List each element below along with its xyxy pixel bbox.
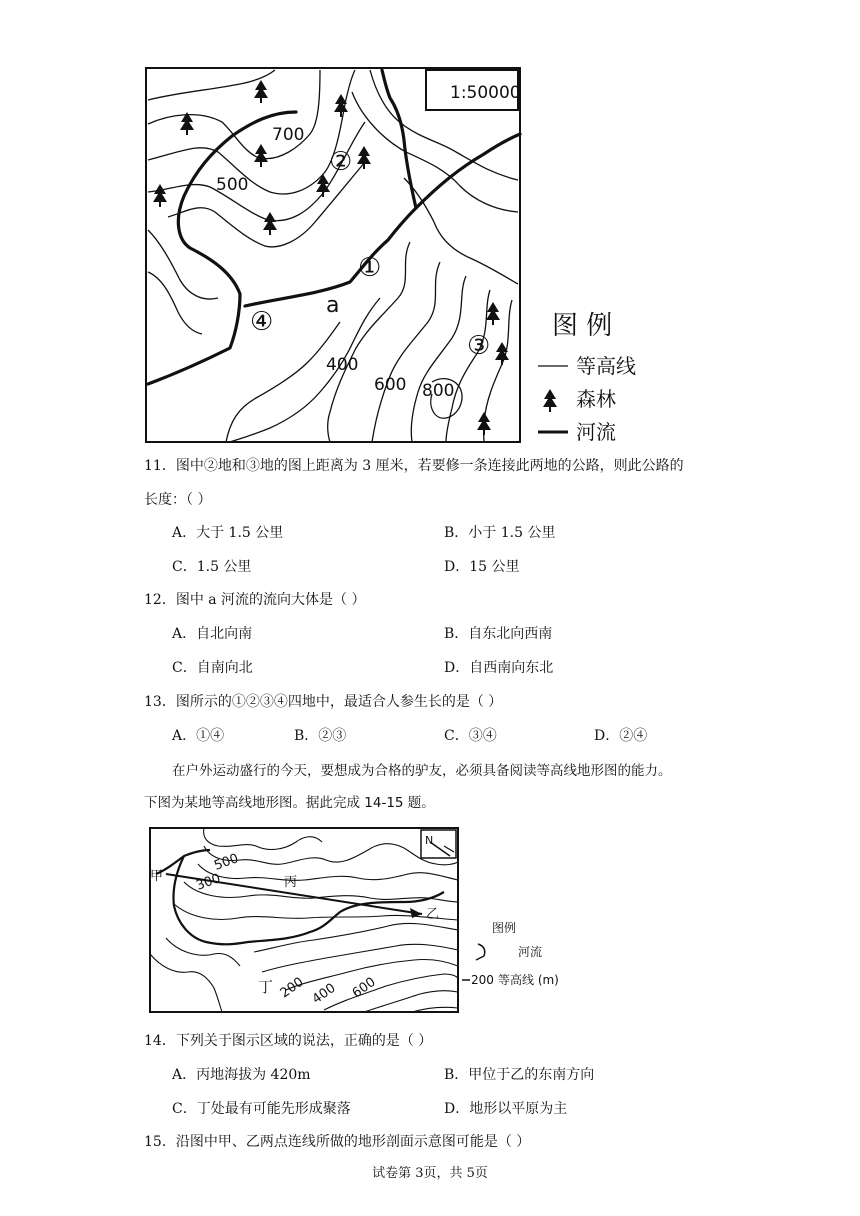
q12-option-c: C．自南向北 bbox=[172, 660, 253, 676]
river-lines bbox=[148, 70, 520, 384]
legend-title: 图 例 bbox=[552, 311, 613, 341]
legend2-title: 图例 bbox=[492, 921, 517, 935]
map1-legend bbox=[538, 311, 636, 444]
contour-label-200: 200 bbox=[277, 974, 307, 1002]
tree-icon bbox=[486, 302, 500, 325]
topographic-map-1 bbox=[140, 62, 650, 448]
q12-option-b: B．自东北向西南 bbox=[444, 626, 553, 642]
contour-label-500: 500 bbox=[212, 851, 241, 874]
river-label-a: a bbox=[326, 293, 340, 318]
q13-option-d: D．②④ bbox=[594, 728, 648, 744]
intro-line1: 在户外运动盛行的今天，要想成为合格的驴友，必须具备阅读等高线地形图的能力。 bbox=[172, 763, 672, 779]
legend2-river-label: 河流 bbox=[518, 945, 543, 959]
tree-icon bbox=[263, 212, 277, 235]
q15-stem: 15．沿图中甲、乙两点连线所做的地形剖面示意图可能是（ ） bbox=[144, 1134, 531, 1150]
point-label-3: ③ bbox=[467, 331, 491, 361]
legend-contour-label: 等高线 bbox=[576, 354, 636, 378]
contour-label-600: 600 bbox=[349, 974, 379, 1002]
q11-stem-line1: 11．图中②地和③地的图上距离为 3 厘米，若要修一条连接此两地的公路，则此公路的 bbox=[144, 458, 684, 474]
contour-label-700: 700 bbox=[272, 125, 305, 145]
q11-option-a: A．大于 1.5 公里 bbox=[172, 525, 284, 541]
legend-river-label: 河流 bbox=[576, 420, 616, 444]
q11-option-b: B．小于 1.5 公里 bbox=[444, 525, 556, 541]
q13-option-c: C．③④ bbox=[444, 728, 497, 744]
q13-option-b: B．②③ bbox=[294, 728, 347, 744]
tree-icon bbox=[543, 389, 557, 412]
legend2-contour-value: 200 bbox=[471, 973, 494, 987]
river-line bbox=[156, 850, 444, 944]
point-label-4: ④ bbox=[250, 307, 274, 337]
river-legend-icon bbox=[476, 944, 485, 960]
tree-icon bbox=[153, 184, 167, 207]
contour-label-300: 300 bbox=[194, 871, 223, 894]
label-yi: 乙 bbox=[426, 907, 440, 922]
scale-label: 1:50000 bbox=[450, 83, 521, 103]
legend-forest-label: 森林 bbox=[576, 387, 616, 411]
map2-legend bbox=[462, 920, 559, 987]
tree-icon bbox=[477, 412, 491, 435]
contour-label-600: 600 bbox=[374, 375, 407, 395]
q13-stem: 13．图所示的①②③④四地中，最适合人参生长的是（ ） bbox=[144, 694, 503, 710]
tree-icon bbox=[357, 146, 371, 169]
tree-icon bbox=[254, 80, 268, 103]
topographic-map-2 bbox=[144, 822, 600, 1018]
contour-label-500: 500 bbox=[216, 175, 249, 195]
contour-label-400: 400 bbox=[309, 980, 339, 1008]
north-label: N bbox=[425, 834, 434, 847]
label-ding: 丁 bbox=[258, 978, 274, 996]
q12-stem: 12．图中 a 河流的流向大体是（ ） bbox=[144, 592, 366, 608]
q11-stem-line2: 长度：（ ） bbox=[144, 492, 212, 508]
q14-option-b: B．甲位于乙的东南方向 bbox=[444, 1067, 595, 1083]
q11-option-c: C．1.5 公里 bbox=[172, 559, 252, 575]
q13-option-a: A．①④ bbox=[172, 728, 225, 744]
q14-option-d: D．地形以平原为主 bbox=[444, 1101, 568, 1117]
q12-option-a: A．自北向南 bbox=[172, 626, 253, 642]
label-bing: 丙 bbox=[284, 875, 298, 890]
q11-option-d: D．15 公里 bbox=[444, 559, 520, 575]
q14-option-a: A．丙地海拔为 420m bbox=[172, 1067, 311, 1083]
q14-option-c: C．丁处最有可能先形成聚落 bbox=[172, 1101, 351, 1117]
tree-icon bbox=[254, 144, 268, 167]
point-label-1: ① bbox=[358, 253, 382, 283]
q14-stem: 14．下列关于图示区域的说法，正确的是（ ） bbox=[144, 1033, 433, 1049]
contour-label-400: 400 bbox=[326, 355, 359, 375]
q12-option-d: D．自西南向东北 bbox=[444, 660, 554, 676]
intro-line2: 下图为某地等高线地形图。据此完成 14-15 题。 bbox=[144, 795, 435, 811]
contour-label-800: 800 bbox=[422, 381, 455, 401]
label-jia: 甲 bbox=[150, 869, 164, 884]
point-label-2: ② bbox=[329, 147, 353, 177]
legend2-contour-label: 等高线 (m) bbox=[498, 973, 559, 987]
page-footer: 试卷第 3页，共 5页 bbox=[372, 1166, 488, 1181]
